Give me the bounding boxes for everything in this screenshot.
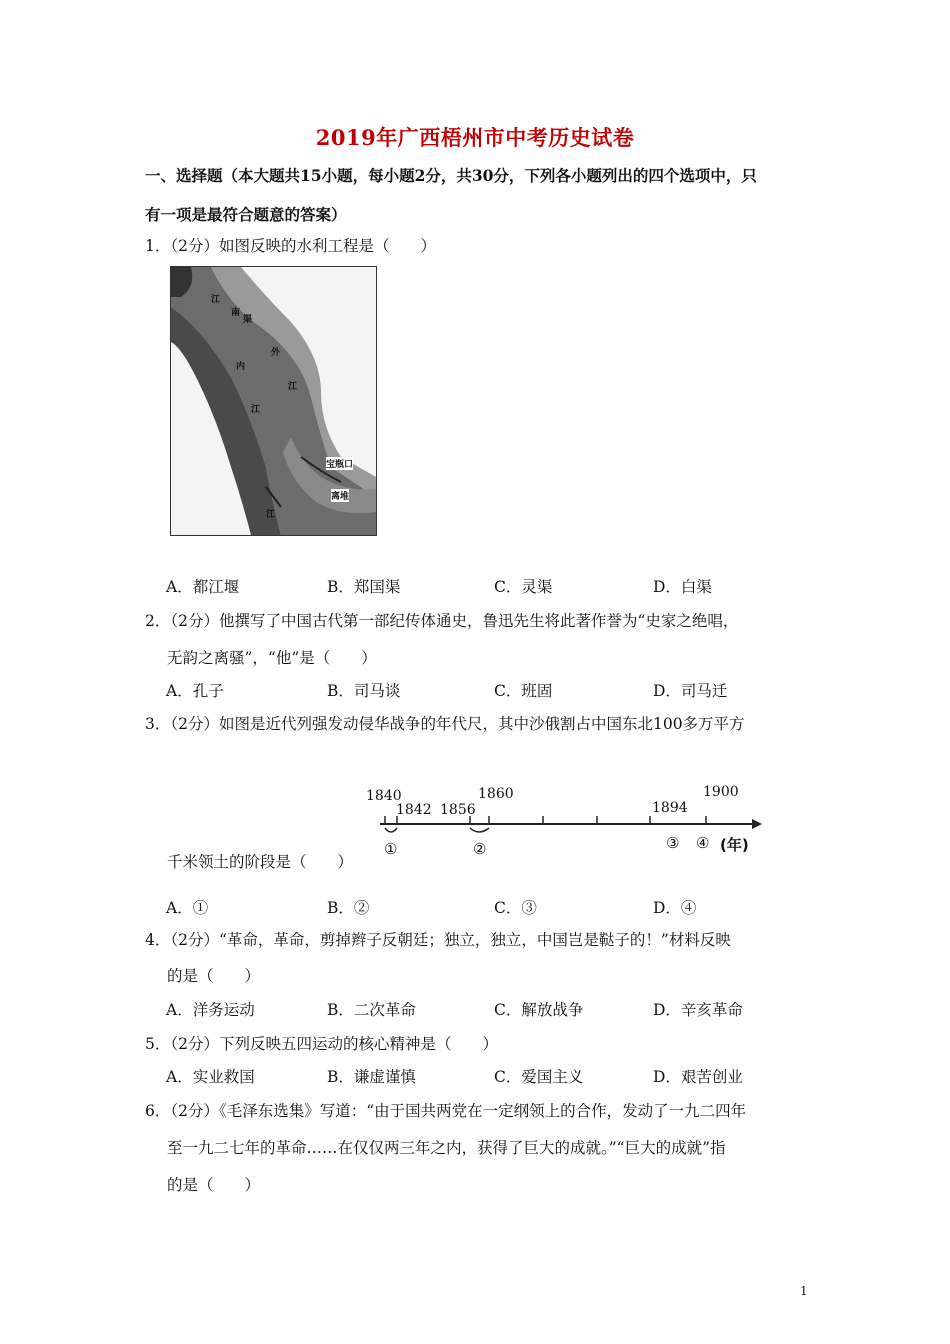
timeline-year-1860: 1860 — [478, 786, 514, 802]
map-label-jiang: 江 — [211, 295, 221, 305]
timeline-figure — [360, 780, 770, 860]
timeline-marker-4: ④ — [696, 834, 710, 852]
q1-option-a: A．都江堰 — [166, 578, 240, 596]
q2-option-d: D．司马迁 — [653, 682, 728, 700]
dujiangyan-map-figure — [170, 266, 377, 536]
q4-option-a: A．洋务运动 — [166, 1001, 255, 1019]
q1-option-c: C．灵渠 — [494, 578, 553, 596]
q3-option-d: D．④ — [653, 899, 697, 917]
question-1-text: 1．（2分）如图反映的水利工程是（ ） — [145, 237, 436, 255]
q1-option-d: D．白渠 — [653, 578, 712, 596]
timeline-marker-3: ③ — [666, 834, 680, 852]
map-label-nei: 内 — [236, 362, 246, 372]
timeline-marker-1: ① — [384, 840, 398, 858]
q3-option-b: B．② — [327, 899, 370, 917]
map-label-nan: 南 — [231, 308, 241, 318]
q5-option-c: C．爱国主义 — [494, 1068, 584, 1086]
page-title: 2019年广西梧州市中考历史试卷 — [315, 125, 635, 150]
section-header-line2: 有一项是最符合题意的答案） — [145, 205, 347, 224]
question-6-text-cont-2: 的是（ ） — [167, 1176, 261, 1194]
map-label-lidui: 离堆 — [331, 489, 349, 502]
question-4-text-cont: 的是（ ） — [167, 967, 261, 985]
timeline-marker-2: ② — [473, 840, 487, 858]
question-6-text-cont-1: 至一九二七年的革命……在仅仅两三年之内，获得了巨大的成就。”“巨大的成就”指 — [167, 1139, 726, 1157]
map-label-jiang-inner: 江 — [251, 405, 261, 415]
q2-option-c: C．班固 — [494, 682, 553, 700]
question-2-text-cont: 无韵之离骚”，“他”是（ ） — [167, 649, 377, 667]
q5-option-a: A．实业救国 — [166, 1068, 255, 1086]
timeline-year-1840: 1840 — [366, 788, 402, 804]
q3-option-c: C．③ — [494, 899, 537, 917]
q3-option-a: A．① — [166, 899, 209, 917]
map-label-jiang-bottom: 江 — [266, 510, 276, 520]
question-4-text: 4．（2分）“革命，革命，剪掉辫子反朝廷；独立，独立，中国岂是鞑子的！”材料反映 — [145, 931, 731, 949]
map-label-baopingkou: 宝瓶口 — [326, 457, 353, 470]
map-label-qu: 渠 — [243, 315, 253, 325]
question-5-text: 5．（2分）下列反映五四运动的核心精神是（ ） — [145, 1035, 498, 1053]
timeline-unit-label: (年) — [720, 836, 749, 854]
map-label-jiang-outer: 江 — [288, 382, 298, 392]
question-3-text: 3．（2分）如图是近代列强发动侵华战争的年代尺，其中沙俄割占中国东北100多万平方 — [145, 715, 745, 733]
q4-option-d: D．辛亥革命 — [653, 1001, 743, 1019]
question-3-text-cont: 千米领土的阶段是（ ） — [167, 853, 354, 871]
q4-option-b: B．二次革命 — [327, 1001, 416, 1019]
section-header-line1: 一、选择题（本大题共15小题，每小题2分，共30分，下列各小题列出的四个选项中，只 — [145, 166, 757, 185]
timeline-year-1894: 1894 — [652, 800, 688, 816]
timeline-year-1900: 1900 — [703, 784, 739, 800]
q4-option-c: C．解放战争 — [494, 1001, 584, 1019]
question-2-text: 2．（2分）他撰写了中国古代第一部纪传体通史，鲁迅先生将此著作誉为“史家之绝唱， — [145, 612, 739, 630]
timeline-year-1842: 1842 — [396, 802, 432, 818]
timeline-year-1856: 1856 — [440, 802, 476, 818]
map-label-wai: 外 — [271, 348, 281, 358]
q2-option-b: B．司马谈 — [327, 682, 401, 700]
page-number: 1 — [800, 1284, 808, 1298]
q1-option-b: B．郑国渠 — [327, 578, 401, 596]
q5-option-b: B．谦虚谨慎 — [327, 1068, 416, 1086]
question-6-text: 6．（2分）《毛泽东选集》写道：“由于国共两党在一定纲领上的合作，发动了一九二四年 — [145, 1102, 747, 1120]
q2-option-a: A．孔子 — [166, 682, 224, 700]
q5-option-d: D．艰苦创业 — [653, 1068, 743, 1086]
